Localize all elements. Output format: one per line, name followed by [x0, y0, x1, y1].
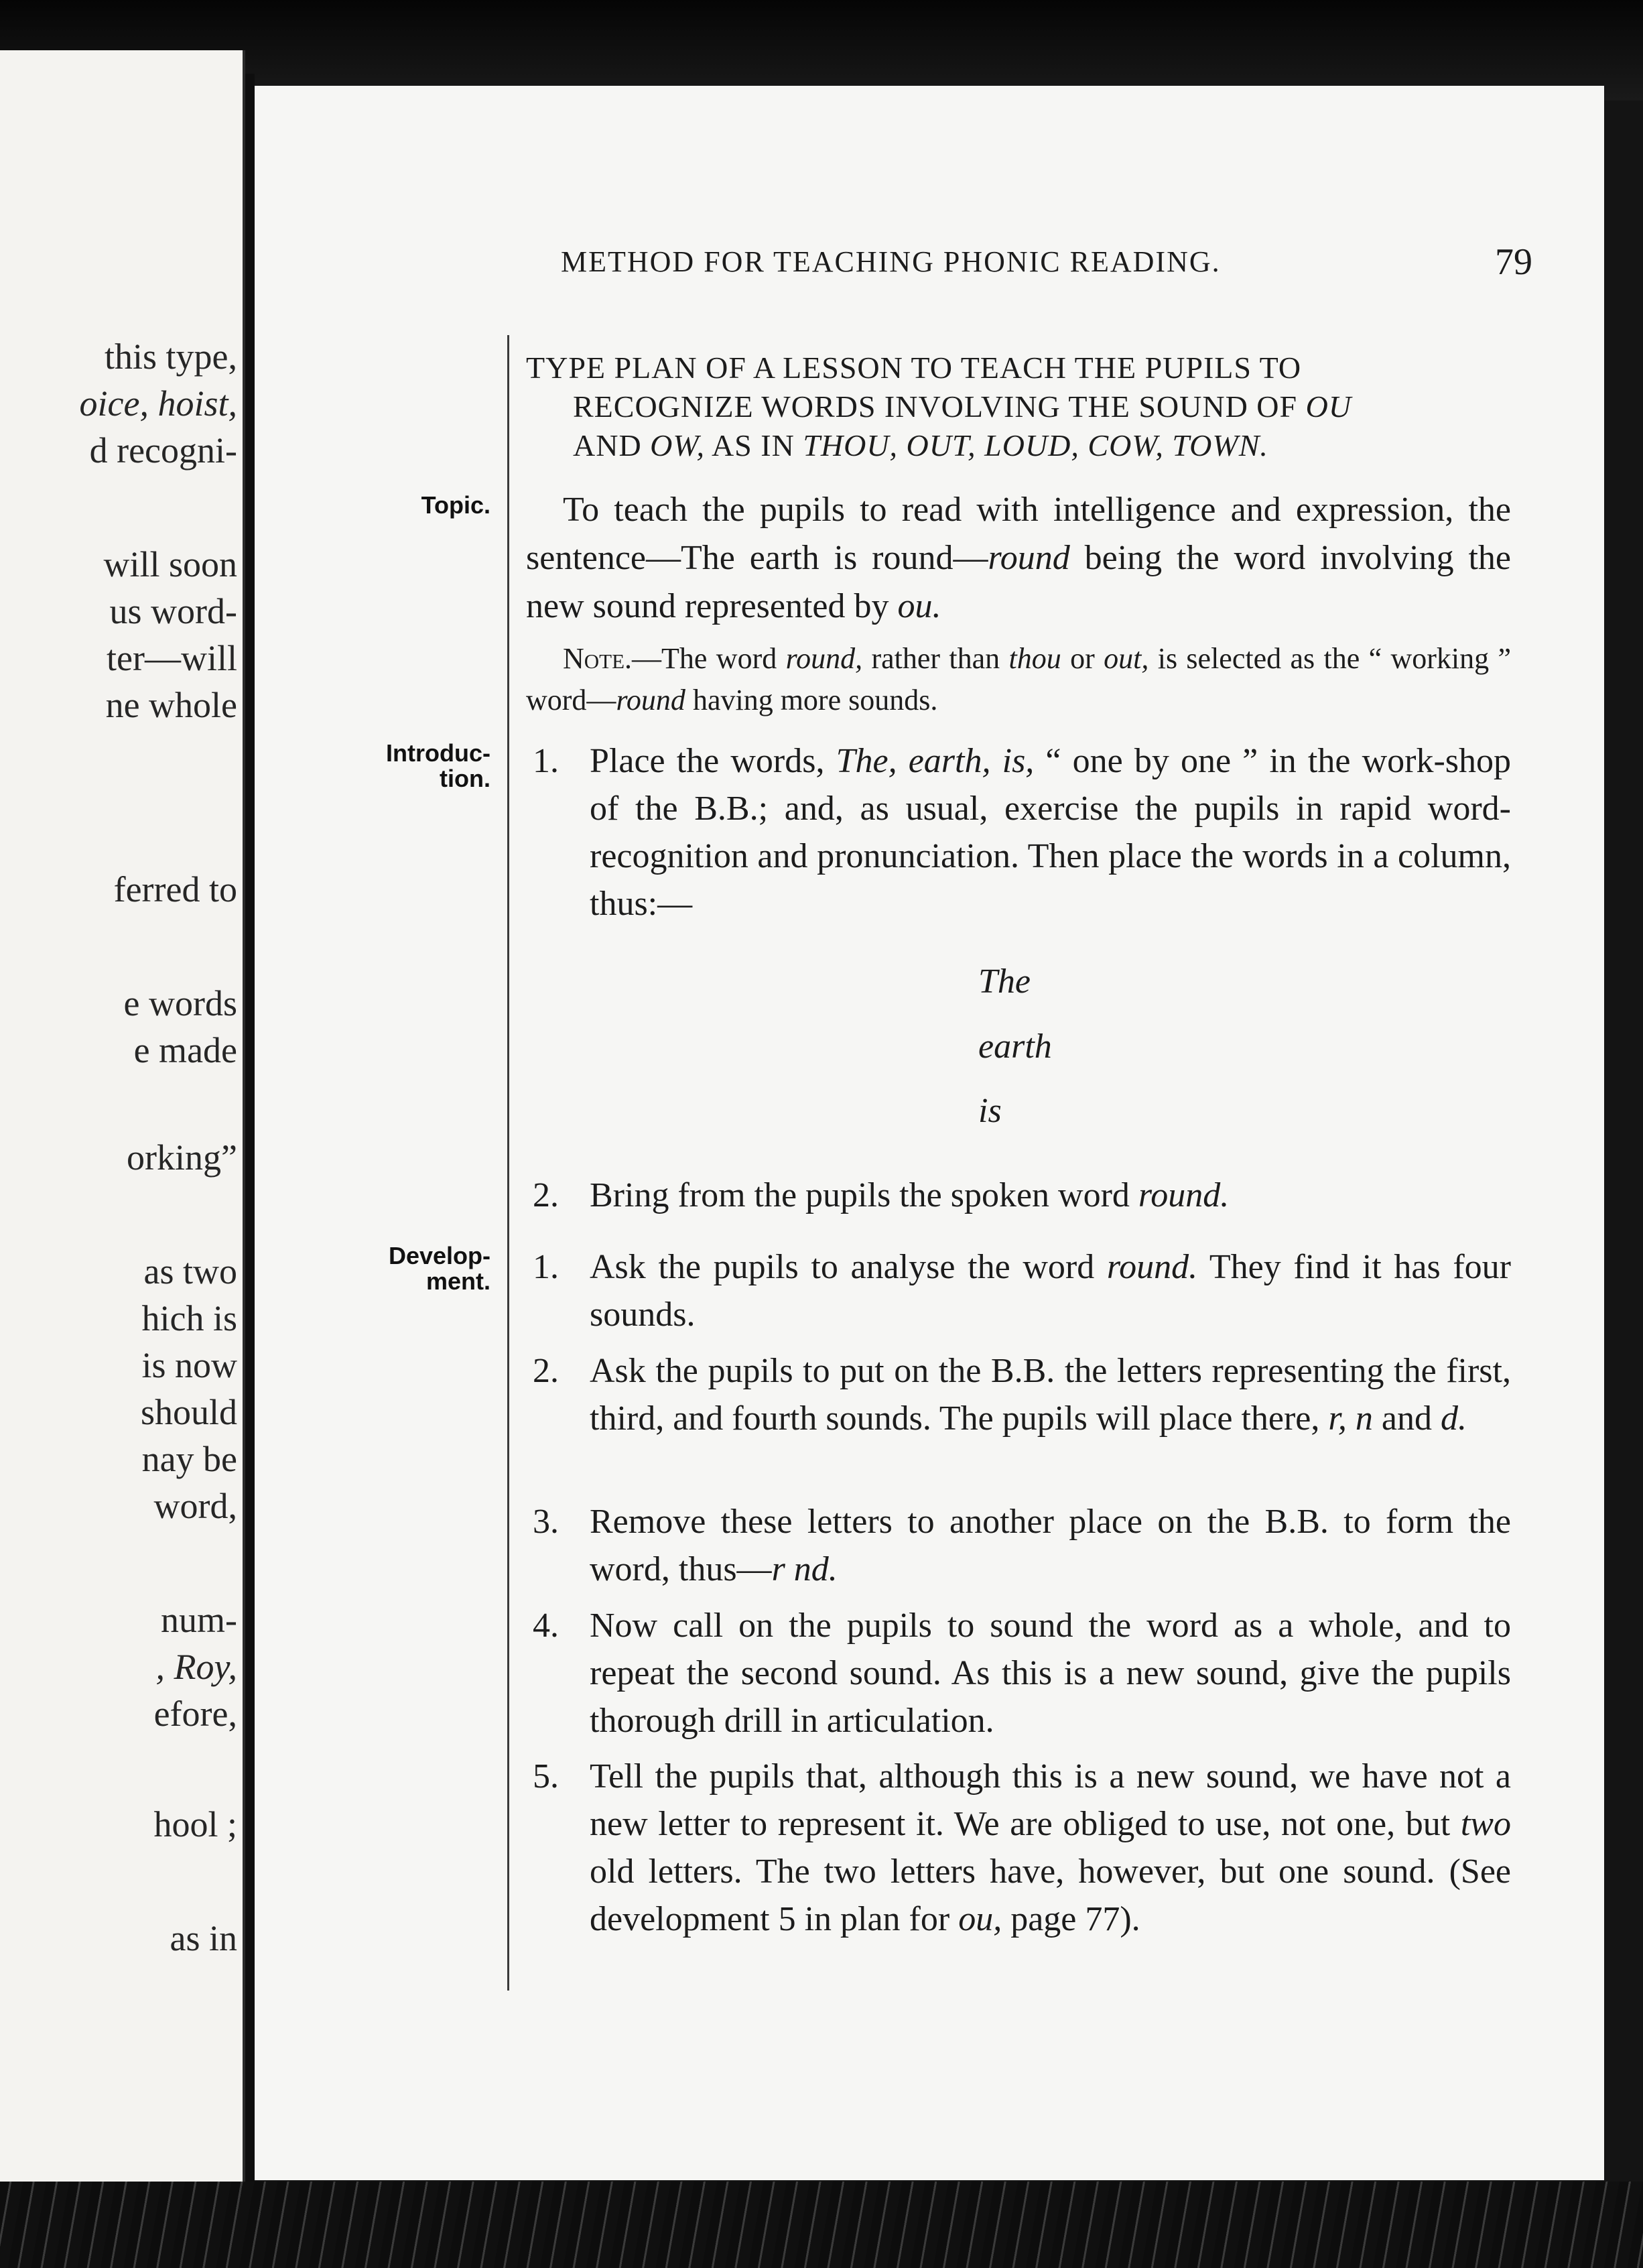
- left-page-text-fragment: ferred to: [113, 869, 237, 909]
- left-page-text-fragment: as in: [170, 1918, 237, 1958]
- book-gutter: [245, 74, 255, 2185]
- left-page-text-fragment: hool ;: [153, 1804, 237, 1844]
- development-item-2: 2. Ask the pupils to put on the B.B. the letters representing the first, third, and fourth sounds. The pupils will place there, r, n and d.: [533, 1352, 1511, 1438]
- development-item-3: 3. Remove these letters to another place on the B.B. to form the word, thus—r nd.: [533, 1503, 1511, 1588]
- left-page-text-fragment: e made: [133, 1030, 237, 1070]
- introduction-item-1: 1. Place the words, The, earth, is, “ one by one ” in the work-shop of the B.B.; and, as usual, exercise the pupils in rapid word-recognition and pronunciation. Then place the words in a column, thus:—: [533, 742, 1512, 923]
- side-label-introduction: Introduc- tion.: [386, 739, 490, 792]
- left-page-text-fragment: nay be: [141, 1439, 237, 1479]
- side-label-topic: Topic.: [421, 491, 490, 519]
- left-page-text-fragment: should: [140, 1392, 237, 1432]
- development-item-4: 4. Now call on the pupils to sound the word as a whole, and to repeat the second sound. As this is a new sound, give the pupils thorough drill in articulation.: [533, 1606, 1511, 1740]
- left-page-text-fragment: this type,: [105, 336, 237, 377]
- left-page-text-fragment: us word-: [109, 591, 237, 631]
- side-label-development: Develop- ment.: [388, 1242, 490, 1295]
- column-word-the: The: [978, 962, 1031, 1001]
- lesson-heading: TYPE PLAN OF A LESSON TO TEACH THE PUPILS TO RECOGNIZE WORDS INVOLVING THE SOUND OF OU AND OW, AS IN THOU, OUT, LOUD, COW, TOWN.: [526, 351, 1352, 462]
- left-page-text-fragment: word,: [153, 1486, 237, 1526]
- column-word-earth: earth: [978, 1027, 1052, 1066]
- margin-rule: [507, 335, 509, 1991]
- topic-paragraph: To teach the pupils to read with intelligence and expression, the sentence—The earth is round—round being the word involving the new sound represented by ou.: [526, 491, 1511, 625]
- left-page-text-fragment: orking”: [127, 1137, 237, 1178]
- left-page-text-fragment: ter—will: [107, 638, 237, 678]
- left-page-text-fragment: hich is: [141, 1298, 237, 1338]
- column-word-is: is: [978, 1092, 1002, 1130]
- note-paragraph: Note.—The word round, rather than thou or out, is selected as the “ working ” word—round having more sounds.: [526, 642, 1512, 716]
- left-page-text-fragment: will soon: [103, 544, 237, 584]
- left-page-text-fragment: , Roy,: [155, 1647, 237, 1687]
- running-title: METHOD FOR TEACHING PHONIC READING.: [561, 245, 1221, 278]
- left-page-text-fragment: efore,: [153, 1694, 237, 1734]
- development-item-1: 1. Ask the pupils to analyse the word round. They find it has four sounds.: [533, 1248, 1511, 1334]
- development-item-5: 5. Tell the pupils that, although this is a new sound, we have not a new letter to represent it. We are obliged to use, not one, but two old letters. The two letters have, however, but one sound. (See development 5 in plan for ou, page 77).: [533, 1757, 1511, 1938]
- running-head: [561, 241, 1532, 285]
- introduction-item-2: 2. Bring from the pupils the spoken word round.: [533, 1176, 1230, 1214]
- left-facing-page: [0, 50, 245, 2182]
- left-page-text-fragment: d recogni-: [89, 430, 237, 470]
- left-page-text-fragment: as two: [143, 1251, 237, 1292]
- left-page-text-fragment: oice, hoist,: [79, 383, 237, 424]
- scan-background-bottom: [0, 2182, 1643, 2268]
- left-page-text-fragment: e words: [123, 983, 237, 1023]
- left-page-text-fragment: num-: [161, 1600, 237, 1640]
- left-page-text-fragment: ne whole: [105, 685, 237, 725]
- page-number: 79: [1495, 241, 1532, 283]
- left-page-text-fragment: is now: [141, 1345, 237, 1385]
